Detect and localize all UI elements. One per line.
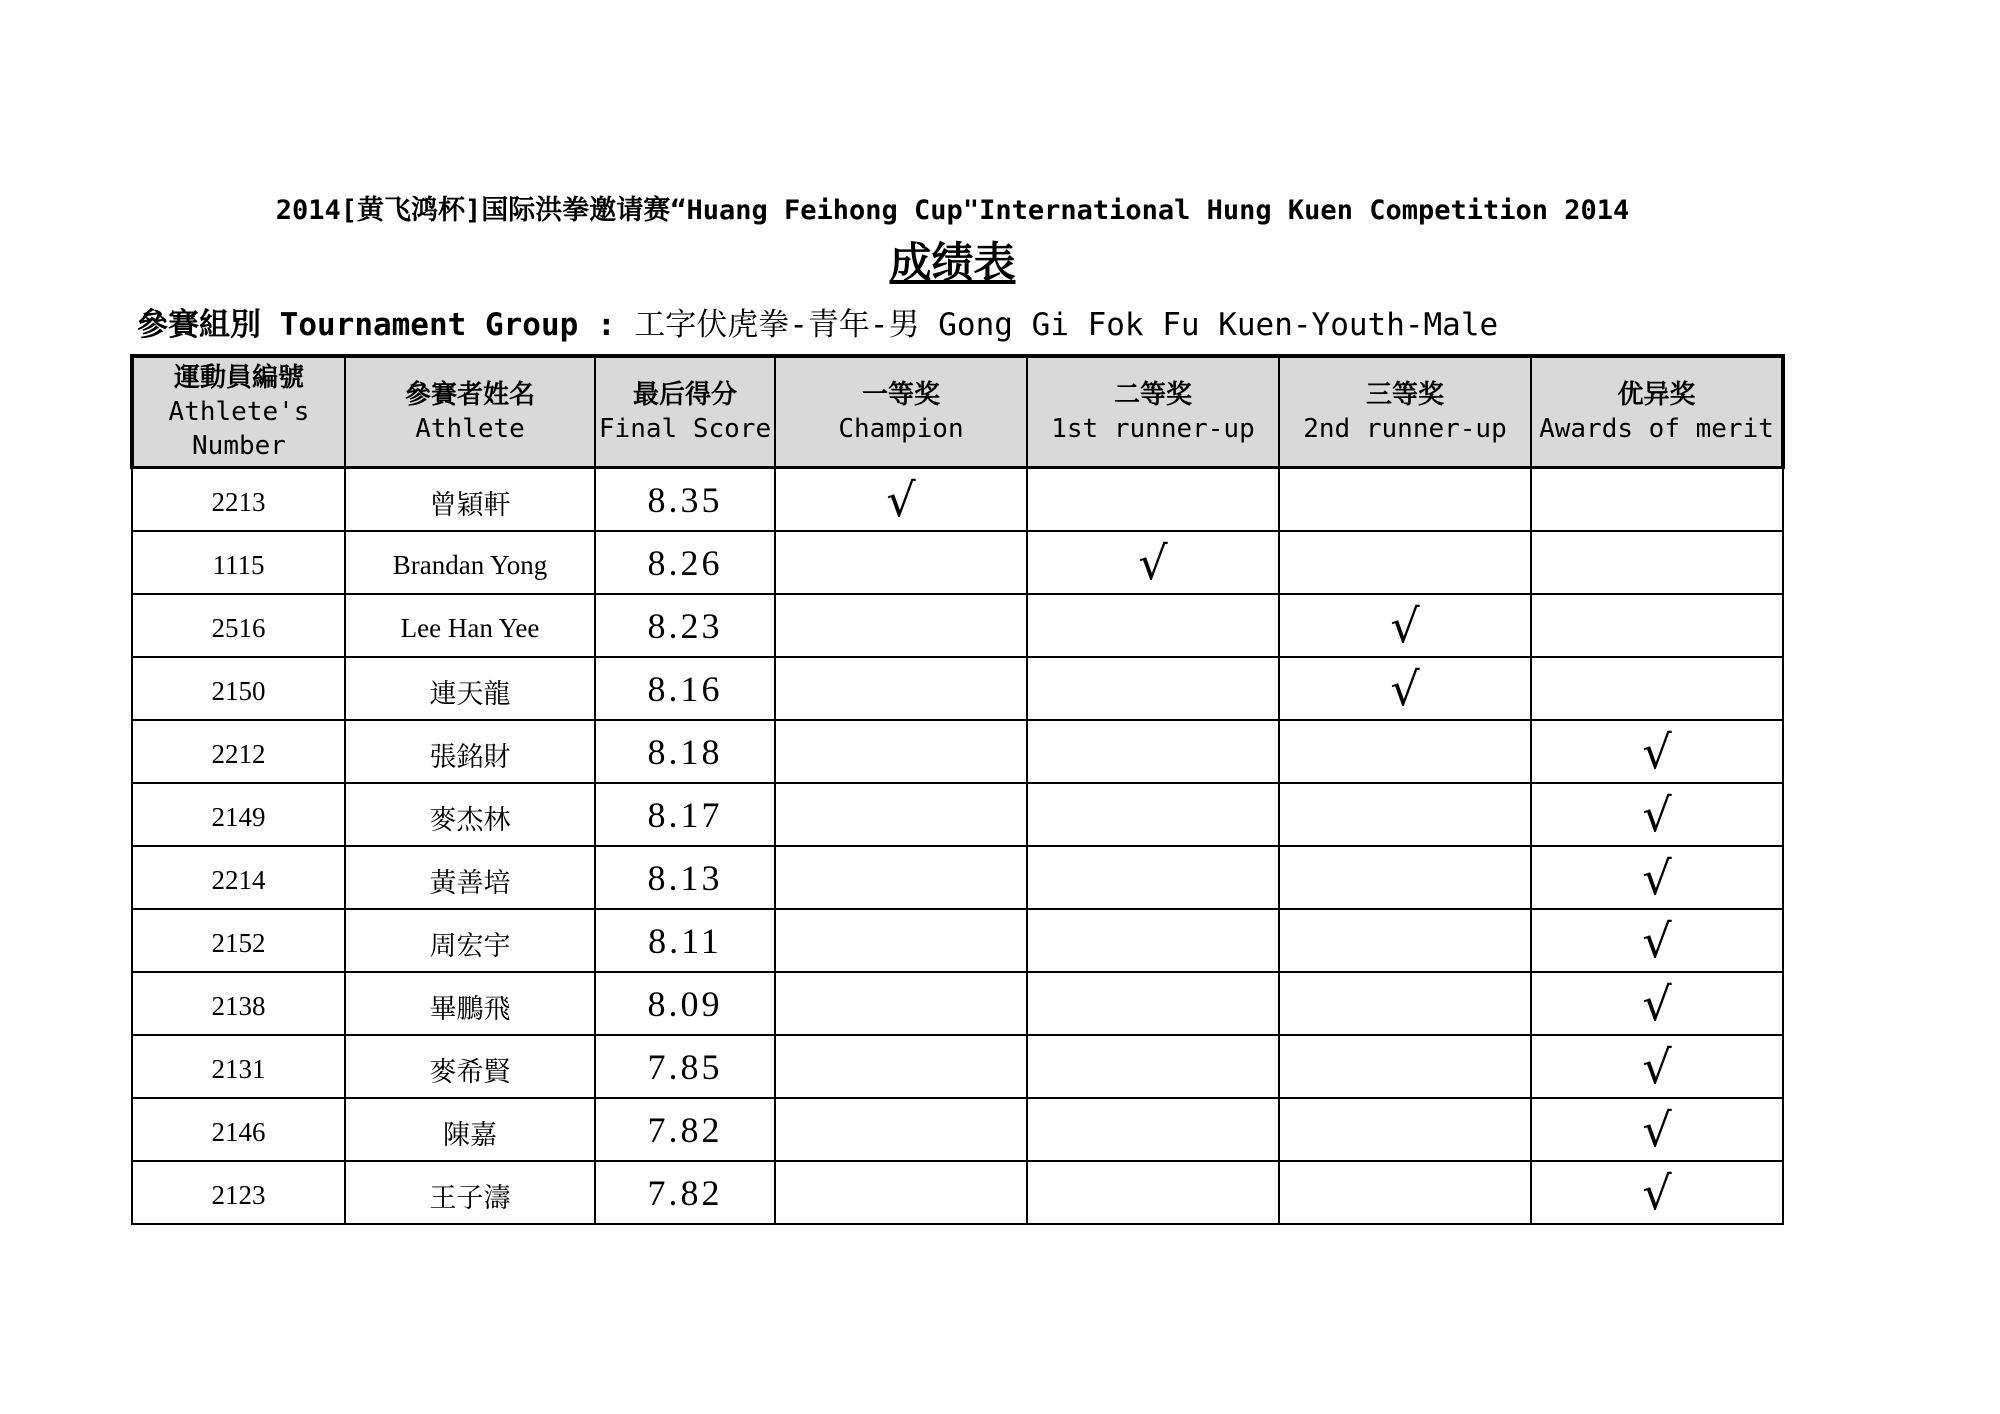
athlete-number-cell: 2123	[132, 1161, 345, 1224]
athlete-number-cell: 2152	[132, 909, 345, 972]
award-cell-merit	[1531, 846, 1783, 909]
check-mark-icon: √	[1642, 787, 1672, 842]
header-row	[132, 356, 1783, 468]
check-mark-icon: √	[886, 472, 916, 527]
award-cell-second-runner-up	[1279, 594, 1531, 657]
award-cell-second-runner-up	[1279, 720, 1531, 783]
table-row	[132, 1035, 1783, 1098]
award-cell-second-runner-up	[1279, 1161, 1531, 1224]
athlete-name-cell: 曾穎軒	[345, 468, 595, 532]
award-cell-first-runner-up	[1027, 657, 1279, 720]
award-cell-first-runner-up	[1027, 531, 1279, 594]
award-cell-first-runner-up	[1027, 909, 1279, 972]
award-cell-first-runner-up	[1027, 1035, 1279, 1098]
header-awards-of-merit	[1531, 356, 1783, 468]
athlete-name-cell: 陳嘉	[345, 1098, 595, 1161]
award-cell-first-runner-up	[1027, 1098, 1279, 1161]
header-cn: 二等奖	[1113, 380, 1192, 410]
award-cell-champion	[775, 972, 1027, 1035]
award-cell-merit	[1531, 594, 1783, 657]
award-cell-champion	[775, 846, 1027, 909]
header-second-runner-up	[1279, 356, 1531, 468]
table-row	[132, 846, 1783, 909]
final-score-cell: 8.13	[595, 846, 775, 909]
table-row	[132, 720, 1783, 783]
award-cell-champion	[775, 783, 1027, 846]
table-row	[132, 783, 1783, 846]
award-cell-second-runner-up	[1279, 909, 1531, 972]
athlete-number-cell: 2516	[132, 594, 345, 657]
athlete-name-cell: Lee Han Yee	[345, 594, 595, 657]
award-cell-second-runner-up	[1279, 468, 1531, 532]
document-subtitle: 成绩表	[889, 238, 1016, 287]
award-cell-second-runner-up	[1279, 531, 1531, 594]
results-table	[130, 354, 1785, 1225]
document-title: 2014[黄飞鸿杯]国际洪拳邀请赛“Huang Feihong Cup"International Hung Kuen Competition 2014	[275, 195, 1630, 226]
award-cell-first-runner-up	[1027, 972, 1279, 1035]
header-en: Awards of merit	[1539, 414, 1774, 444]
table-header	[132, 356, 1783, 468]
check-mark-icon: √	[1642, 1039, 1672, 1094]
header-final-score	[595, 356, 775, 468]
header-en: Final Score	[598, 414, 772, 444]
final-score-cell: 8.17	[595, 783, 775, 846]
tournament-group-value: 工字伏虎拳-青年-男 Gong Gi Fok Fu Kuen-Youth-Male	[615, 307, 1499, 343]
award-cell-merit	[1531, 531, 1783, 594]
award-cell-merit	[1531, 1035, 1783, 1098]
athlete-name-cell: 畢鵬飛	[345, 972, 595, 1035]
header-cn: 一等奖	[861, 380, 940, 410]
award-cell-first-runner-up	[1027, 468, 1279, 532]
check-mark-icon: √	[1642, 1102, 1672, 1157]
award-cell-first-runner-up	[1027, 594, 1279, 657]
award-cell-second-runner-up	[1279, 846, 1531, 909]
tournament-group-line	[137, 299, 1498, 344]
header-athlete-name	[345, 356, 595, 468]
athlete-name-cell: 連天龍	[345, 657, 595, 720]
final-score-cell: 8.23	[595, 594, 775, 657]
table-row	[132, 657, 1783, 720]
award-cell-second-runner-up	[1279, 657, 1531, 720]
header-athlete-number	[132, 356, 345, 468]
award-cell-second-runner-up	[1279, 972, 1531, 1035]
final-score-cell: 8.35	[595, 468, 775, 532]
final-score-cell: 7.82	[595, 1161, 775, 1224]
table-row	[132, 594, 1783, 657]
athlete-name-cell: Brandan Yong	[345, 531, 595, 594]
final-score-cell: 8.09	[595, 972, 775, 1035]
award-cell-champion	[775, 1161, 1027, 1224]
award-cell-merit	[1531, 720, 1783, 783]
award-cell-champion	[775, 720, 1027, 783]
award-cell-merit	[1531, 1098, 1783, 1161]
award-cell-champion	[775, 909, 1027, 972]
table-body	[132, 468, 1783, 1225]
athlete-name-cell: 張銘財	[345, 720, 595, 783]
table-row	[132, 468, 1783, 532]
check-mark-icon: √	[1642, 850, 1672, 905]
header-cn: 优异奖	[1617, 380, 1696, 410]
athlete-number-cell: 2131	[132, 1035, 345, 1098]
table-row	[132, 972, 1783, 1035]
tournament-group-label: 參賽組別 Tournament Group :	[137, 307, 616, 343]
award-cell-champion	[775, 468, 1027, 532]
check-mark-icon: √	[1642, 913, 1672, 968]
table-row	[132, 909, 1783, 972]
check-mark-icon: √	[1390, 661, 1420, 716]
check-mark-icon: √	[1138, 535, 1168, 590]
header-cn: 最后得分	[632, 380, 737, 410]
athlete-name-cell: 麥希賢	[345, 1035, 595, 1098]
award-cell-champion	[775, 1035, 1027, 1098]
header-en: 2nd runner-up	[1303, 414, 1507, 444]
header-champion	[775, 356, 1027, 468]
header-en: Champion	[838, 414, 964, 444]
final-score-cell: 7.85	[595, 1035, 775, 1098]
award-cell-champion	[775, 657, 1027, 720]
check-mark-icon: √	[1642, 976, 1672, 1031]
award-cell-merit	[1531, 909, 1783, 972]
athlete-number-cell: 2146	[132, 1098, 345, 1161]
athlete-number-cell: 2214	[132, 846, 345, 909]
athlete-name-cell: 周宏宇	[345, 909, 595, 972]
final-score-cell: 7.82	[595, 1098, 775, 1161]
award-cell-second-runner-up	[1279, 783, 1531, 846]
header-cn: 運動員編號	[173, 363, 304, 393]
athlete-number-cell: 2138	[132, 972, 345, 1035]
athlete-number-cell: 2213	[132, 468, 345, 532]
award-cell-champion	[775, 1098, 1027, 1161]
check-mark-icon: √	[1390, 598, 1420, 653]
award-cell-merit	[1531, 468, 1783, 532]
award-cell-first-runner-up	[1027, 783, 1279, 846]
athlete-number-cell: 1115	[132, 531, 345, 594]
table-row	[132, 1161, 1783, 1224]
table-row	[132, 531, 1783, 594]
athlete-name-cell: 黃善培	[345, 846, 595, 909]
athlete-name-cell: 王子濤	[345, 1161, 595, 1224]
final-score-cell: 8.18	[595, 720, 775, 783]
award-cell-merit	[1531, 972, 1783, 1035]
award-cell-second-runner-up	[1279, 1098, 1531, 1161]
check-mark-icon: √	[1642, 724, 1672, 779]
award-cell-champion	[775, 594, 1027, 657]
award-cell-champion	[775, 531, 1027, 594]
header-en: 1st runner-up	[1051, 414, 1255, 444]
check-mark-icon: √	[1642, 1165, 1672, 1220]
athlete-number-cell: 2149	[132, 783, 345, 846]
award-cell-merit	[1531, 1161, 1783, 1224]
award-cell-merit	[1531, 657, 1783, 720]
header-en: Athlete	[415, 414, 525, 444]
final-score-cell: 8.16	[595, 657, 775, 720]
award-cell-first-runner-up	[1027, 846, 1279, 909]
award-cell-merit	[1531, 783, 1783, 846]
award-cell-first-runner-up	[1027, 720, 1279, 783]
award-cell-first-runner-up	[1027, 1161, 1279, 1224]
header-en-line2: Number	[192, 431, 286, 461]
header-first-runner-up	[1027, 356, 1279, 468]
final-score-cell: 8.26	[595, 531, 775, 594]
athlete-number-cell: 2150	[132, 657, 345, 720]
award-cell-second-runner-up	[1279, 1035, 1531, 1098]
final-score-cell: 8.11	[595, 909, 775, 972]
athlete-number-cell: 2212	[132, 720, 345, 783]
header-en: Athlete's	[168, 397, 310, 427]
athlete-name-cell: 麥杰林	[345, 783, 595, 846]
header-cn: 三等奖	[1365, 380, 1444, 410]
header-cn: 參賽者姓名	[404, 380, 535, 410]
table-row	[132, 1098, 1783, 1161]
